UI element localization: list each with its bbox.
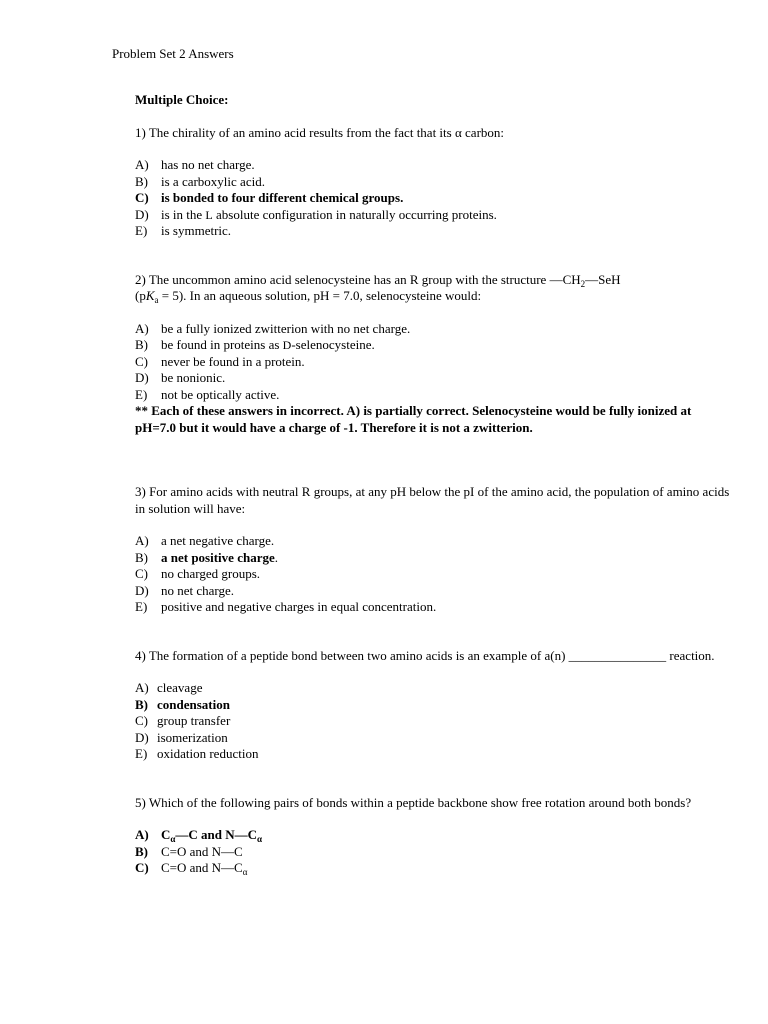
option-e: E) not be optically active. <box>135 386 280 402</box>
option-c: C) never be found in a protein. <box>135 353 305 369</box>
option-d: D) be nonionic. <box>135 370 226 385</box>
option-b: B) is a carboxylic acid. <box>135 173 265 189</box>
option-a-correct: A) $C_\alpha—C$ and $N—C_\alpha$ <box>135 827 263 844</box>
question-stem: 4) The formation of a peptide bond between two amino acids is an example of a(n) _______________ reaction. <box>135 647 715 663</box>
question-stem: 5) Which of the following pairs of bonds within a peptide backbone show free rotation around both bonds? <box>135 794 692 810</box>
answer-options <box>135 157 735 240</box>
option-c-correct: C) is bonded to four different chemical groups. <box>135 190 404 205</box>
option-c: C) C=O and $N—C_\alpha$ <box>135 860 248 877</box>
question-5 <box>135 795 735 877</box>
document-content <box>135 92 735 909</box>
answer-options <box>135 680 735 763</box>
option-a: A) has no net charge. <box>135 157 255 172</box>
option-a: A) a net negative charge. <box>135 533 275 548</box>
question-stem: 1) The chirality of an amino acid results from the fact that its α carbon: <box>135 124 505 140</box>
answer-note: ** Each of these answers in incorrect. A) is partially correct. Selenocysteine would be fully ionized at pH=7.0 but it would have a charge of -1. Therefore it is not a zwitterion. <box>135 403 692 435</box>
option-d: D) no net charge. <box>135 582 235 598</box>
option-a: A) cleavage <box>135 680 203 695</box>
option-b-correct: B) condensation <box>135 696 230 712</box>
option-a: A) be a fully ionized zwitterion with no net charge. <box>135 320 411 336</box>
option-e: E) oxidation reduction <box>135 746 259 761</box>
answer-options <box>135 533 735 616</box>
option-b-correct: B) a net positive charge. <box>135 549 278 565</box>
section-title: Multiple Choice: <box>135 92 229 107</box>
option-e: E) is symmetric. <box>135 223 232 238</box>
page-header: Problem Set 2 Answers <box>112 46 234 61</box>
answer-options <box>135 827 735 877</box>
question-stem: 3) For amino acids with neutral R groups, at any pH below the pI of the amino acid, the population of amino acids in solution will have: <box>135 484 730 516</box>
question-4 <box>135 648 735 763</box>
option-c: C) group transfer <box>135 713 231 728</box>
option-c: C) no charged groups. <box>135 566 261 581</box>
option-e: E) positive and negative charges in equal concentration. <box>135 599 437 614</box>
question-3 <box>135 484 735 616</box>
option-b: B) be found in proteins as D-selenocysteine. <box>135 337 375 352</box>
answer-options <box>135 321 735 404</box>
question-stem: 2) The uncommon amino acid selenocysteine has an R group with the structure $—CH_2—SeH$ $(pK_a = 5)$. In an aqueous solution, pH = 7.0, selenocysteine would: <box>135 271 621 305</box>
question-1 <box>135 125 735 240</box>
option-d: D) is in the L absolute configuration in naturally occurring proteins. <box>135 206 497 222</box>
option-b: B) C=O and N—C <box>135 843 243 859</box>
option-d: D) isomerization <box>135 729 228 745</box>
question-2 <box>135 272 735 437</box>
